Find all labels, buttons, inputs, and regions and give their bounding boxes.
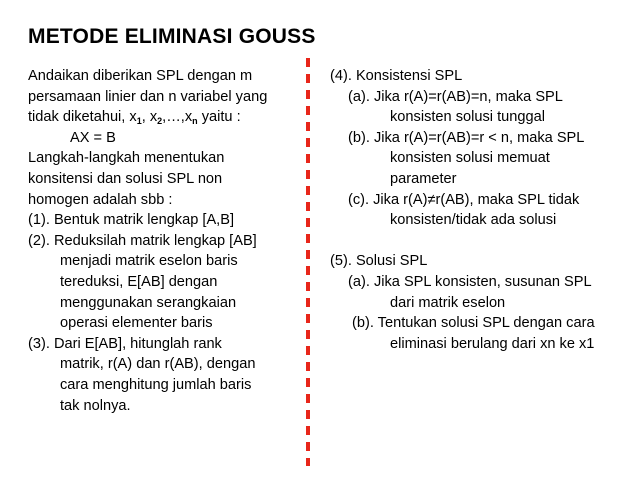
step-3-continuation: cara menghitung jumlah baris [60, 376, 252, 393]
subscript: n [192, 116, 198, 127]
steps-intro-line: konsitensi dan solusi SPL non [28, 170, 223, 187]
step-3-continuation: tak nolnya. [60, 397, 131, 414]
slide-title: METODE ELIMINASI GOUSS [28, 25, 316, 48]
step-3: (3). Dari E[AB], hitunglah rank [28, 335, 222, 352]
step-4-heading: (4). Konsistensi SPL [330, 68, 463, 84]
step-5b: (b). Tentukan solusi SPL dengan cara [352, 315, 595, 332]
subscript: 1 [136, 116, 142, 127]
step-4c [330, 190, 595, 211]
step-2-continuation: menggunakan serangkaian [60, 294, 237, 311]
step-4a: (a). Jika r(A)=r(AB)=n, maka SPL [348, 88, 563, 105]
step-2-continuation: tereduksi, E[AB] dengan [60, 273, 218, 290]
intro-line: persamaan linier dan n variabel yang [28, 88, 268, 105]
steps-intro-line: homogen adalah sbb : [28, 191, 173, 208]
steps-intro-line: Langkah-langkah menentukan [28, 150, 225, 167]
intro-text: ,…,x [162, 109, 193, 126]
step-3-continuation: matrik, r(A) dan r(AB), dengan [60, 356, 256, 373]
step-2-continuation: operasi elementer baris [60, 315, 213, 332]
step-2: (2). Reduksilah matrik lengkap [AB] [28, 232, 257, 249]
matrix-equation: AX = B [70, 129, 116, 146]
step-4b-continuation: konsisten solusi memuat [390, 150, 550, 167]
step-5b-continuation: eliminasi berulang dari xn ke x1 [390, 335, 595, 352]
right-column [330, 66, 595, 354]
step-4b-continuation: parameter [390, 170, 457, 187]
step-4b: (b). Jika r(A)=r(AB)=r < n, maka SPL [348, 129, 585, 146]
intro-line: Andaikan diberikan SPL dengan m [28, 68, 253, 84]
blank-line [330, 231, 595, 252]
subscript: 2 [157, 116, 163, 127]
step-5a-continuation: dari matrik eselon [390, 294, 506, 311]
intro-text: , x [141, 109, 158, 126]
intro-text: tidak diketahui, x [28, 109, 137, 126]
step-2-continuation: menjadi matrik eselon baris [60, 253, 238, 270]
step-4c-text: r(AB), maka SPL tidak [435, 191, 580, 208]
intro-variables-line [28, 107, 267, 128]
step-4c-continuation: konsisten/tidak ada solusi [390, 212, 557, 229]
step-4c-text: (c). Jika r(A) [348, 191, 428, 208]
intro-text: yaitu : [197, 109, 241, 126]
column-divider [306, 58, 310, 466]
not-equal-symbol: ≠ [427, 191, 436, 208]
step-5a: (a). Jika SPL konsisten, susunan SPL [348, 273, 592, 290]
step-4a-continuation: konsisten solusi tunggal [390, 109, 545, 126]
step-5-heading: (5). Solusi SPL [330, 253, 428, 270]
step-1: (1). Bentuk matrik lengkap [A,B] [28, 212, 235, 229]
left-column [28, 66, 267, 416]
